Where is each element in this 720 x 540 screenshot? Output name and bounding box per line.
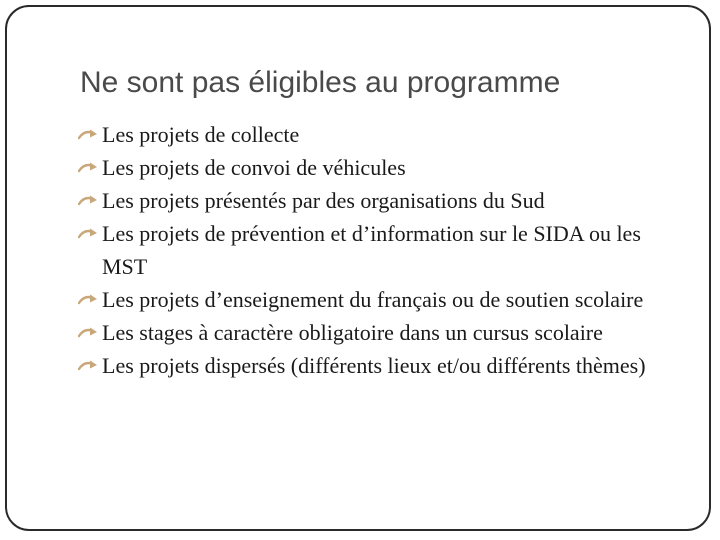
- arrow-bullet-icon: [78, 349, 100, 382]
- bullet-text: Les projets dispersés (différents lieux et/ou différents thèmes): [102, 353, 646, 378]
- bullet-text: Les stages à caractère obligatoire dans un cursus scolaire: [102, 320, 603, 345]
- bullet-text: Les projets de prévention et d’information sur le SIDA ou les MST: [102, 221, 641, 279]
- arrow-bullet-icon: [78, 184, 100, 217]
- bullet-item: [78, 184, 678, 217]
- arrow-bullet-icon: [78, 151, 100, 184]
- bullet-item: [78, 151, 678, 184]
- slide-title: Ne sont pas éligibles au programme: [80, 66, 561, 99]
- bullet-item: [78, 316, 678, 349]
- bullet-item: [78, 118, 678, 151]
- arrow-bullet-icon: [78, 217, 100, 250]
- bullet-text: Les projets de convoi de véhicules: [102, 155, 406, 180]
- bullet-text: Les projets présentés par des organisations du Sud: [102, 188, 545, 213]
- arrow-bullet-icon: [78, 316, 100, 349]
- bullet-text: Les projets de collecte: [102, 122, 300, 147]
- arrow-bullet-icon: [78, 283, 100, 316]
- bullet-text: Les projets d’enseignement du français ou de soutien scolaire: [102, 287, 644, 312]
- bullet-item: [78, 217, 678, 283]
- arrow-bullet-icon: [78, 118, 100, 151]
- bullet-list: [78, 118, 678, 382]
- bullet-item: [78, 283, 678, 316]
- bullet-item: [78, 349, 678, 382]
